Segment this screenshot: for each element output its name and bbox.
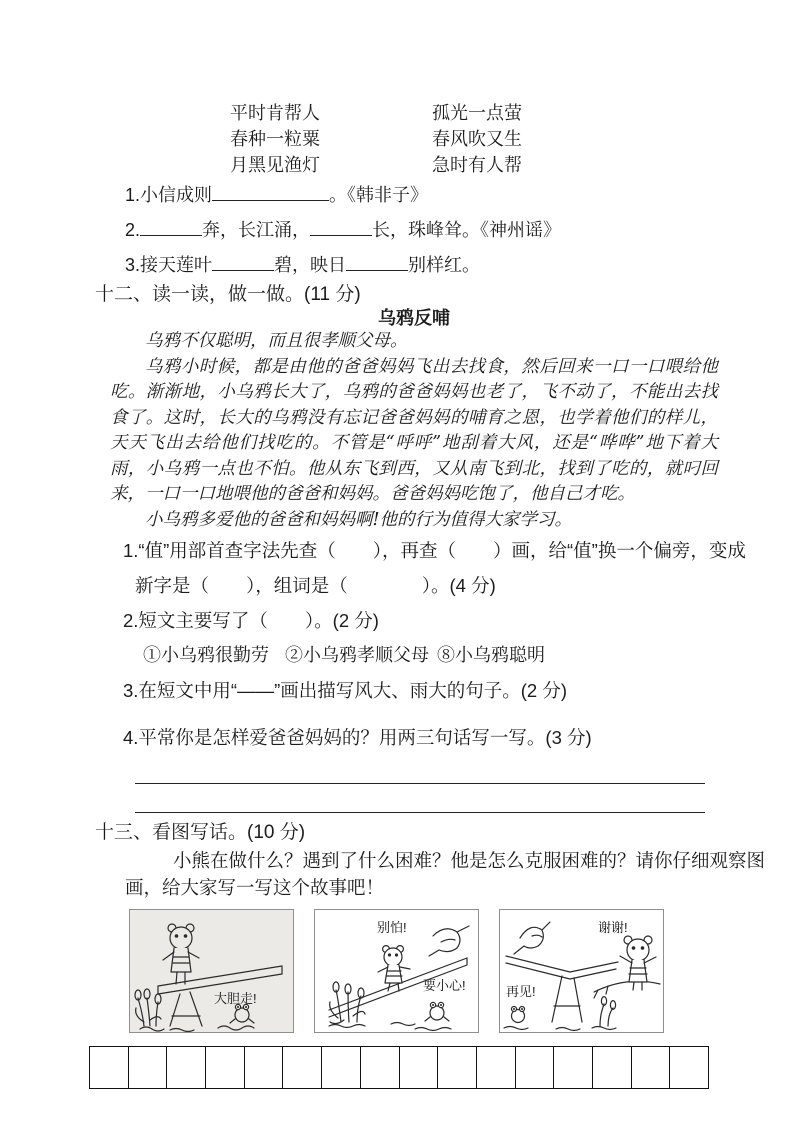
grid-cell: [632, 1047, 671, 1088]
fill-line-2-mid: 奔，长江涌，: [202, 220, 311, 240]
option-2: ②小乌鸦孝顺父母: [285, 645, 429, 665]
answer-blank: [212, 198, 329, 201]
prompt-line-2: 画，给大家写一写这个故事吧！: [125, 877, 385, 898]
answer-blank: [310, 233, 372, 236]
passage-paragraph-1: 乌鸦不仅聪明，而且很孝顺父母。: [145, 331, 408, 351]
grid-cell: [593, 1047, 632, 1088]
option-1: ①小乌鸦很勤劳: [143, 645, 269, 665]
panel-3-bear-bubble: 谢谢!: [598, 920, 628, 935]
question-2-options: [143, 638, 718, 673]
writing-grid: [89, 1046, 709, 1089]
fill-line-2-pre: 2.: [125, 220, 141, 240]
answer-blank: [346, 268, 408, 271]
fill-line-2: [125, 213, 718, 248]
couplet-row: [95, 100, 718, 126]
grid-cell: [245, 1047, 284, 1088]
grid-cell: [361, 1047, 400, 1088]
passage-paragraph-2: 乌鸦小时候，都是由他的爸爸妈妈飞出去找食，然后回来一口一口喂给他吃。渐渐地，小乌鸦长大了，乌鸦的爸爸妈妈也老了，飞不动了，不能出去找食了。这时，长大的乌鸦没有忘记爸爸妈妈的哺育之恩，也学着他们的样儿，天天飞出去给他们找吃的。不管是“呼呼”地刮着大风，还是“哗哗”地下着大雨，小乌鸦一点也不怕。他从东飞到西，又从南飞到北，找到了吃的，就叼回来，一口一口地喂他的爸爸和妈妈。爸爸妈妈吃饱了，他自己才吃。: [110, 356, 718, 504]
panel-2-bird-bubble: 别怕!: [377, 920, 407, 935]
fill-line-3: [125, 248, 718, 283]
fill-line-1-pre: 1.小信成则: [125, 185, 213, 205]
grid-cell: [400, 1047, 439, 1088]
grid-cell: [322, 1047, 361, 1088]
grid-cell: [283, 1047, 322, 1088]
grid-cell: [90, 1047, 129, 1088]
grid-cell: [129, 1047, 168, 1088]
panel-3-illustration: [500, 910, 663, 1032]
grid-cell: [670, 1047, 708, 1088]
answer-blank: [212, 268, 274, 271]
grid-cell: [206, 1047, 245, 1088]
question-4: 4.平常你是怎样爱爸爸妈妈的？用两三句话写一写。(3 分): [123, 727, 592, 748]
grid-cell: [438, 1047, 477, 1088]
fill-line-3-mid: 碧，映日: [274, 255, 347, 275]
couplet-row: [95, 152, 718, 178]
question-3: 3.在短文中用“——”画出描写风大、雨大的句子。(2 分): [123, 680, 568, 701]
grid-cell: [554, 1047, 593, 1088]
prompt-line-1: 小熊在做什么？遇到了什么困难？他是怎么克服困难的？请你仔细观察图: [173, 850, 766, 871]
panel-2-frog-bubble: 要小心!: [423, 978, 466, 993]
passage-paragraph-3: 小乌鸦多爱他的爸爸和妈妈啊!他的行为值得大家学习。: [145, 509, 573, 530]
fill-line-2-post: 长，珠峰耸。《神州谣》: [372, 220, 562, 240]
panel-2-illustration: [315, 910, 478, 1032]
option-3: ⑧小乌鸦聪明: [437, 645, 545, 665]
grid-cell: [477, 1047, 516, 1088]
couplet-block: [95, 0, 718, 178]
story-panel-1: [129, 909, 294, 1033]
story-panels: [129, 909, 718, 1033]
couplet-left-1: 平时肯帮人: [230, 103, 320, 123]
grid-cell: [167, 1047, 206, 1088]
grid-cell: [516, 1047, 555, 1088]
section-12-heading: 十二、读一读，做一做。(11 分): [95, 284, 361, 305]
fill-line-1: [125, 178, 718, 213]
answer-line-1: [135, 755, 705, 784]
fill-line-1-post: 。《韩非子》: [329, 185, 429, 205]
couplet-left-2: 春种一粒粟: [230, 129, 320, 149]
fill-line-3-post: 别样红。: [408, 255, 481, 275]
panel-1-illustration: [130, 910, 293, 1032]
question-1-line-1: 1.“值”用部首查字法先查（ ），再查（ ）画，给“值”换一个偏旁，变成: [123, 540, 746, 561]
couplet-row: [95, 126, 718, 152]
panel-1-frog-bubble: 大胆走!: [214, 991, 257, 1006]
section-13-heading: 十三、看图写话。(10 分): [95, 822, 306, 843]
fill-line-3-pre: 3.接天莲叶: [125, 255, 213, 275]
panel-3-frog-bubble: 再见!: [506, 984, 536, 999]
reading-passage: [110, 329, 718, 533]
question-1-line-2: 新字是（ ），组词是（ ）。(4 分): [135, 575, 496, 596]
couplet-right-2: 春风吹又生: [432, 129, 523, 149]
couplet-right-1: 孤光一点萤: [432, 103, 523, 123]
story-panel-2: [314, 909, 479, 1033]
answer-blank: [140, 233, 202, 236]
couplet-left-3: 月黑见渔灯: [230, 155, 320, 175]
question-2: 2.短文主要写了（ ）。(2 分): [123, 610, 379, 631]
couplet-right-3: 急时有人帮: [432, 155, 523, 175]
answer-line-2: [135, 784, 705, 813]
passage-title: 乌鸦反哺: [378, 308, 450, 328]
story-panel-3: [499, 909, 664, 1033]
